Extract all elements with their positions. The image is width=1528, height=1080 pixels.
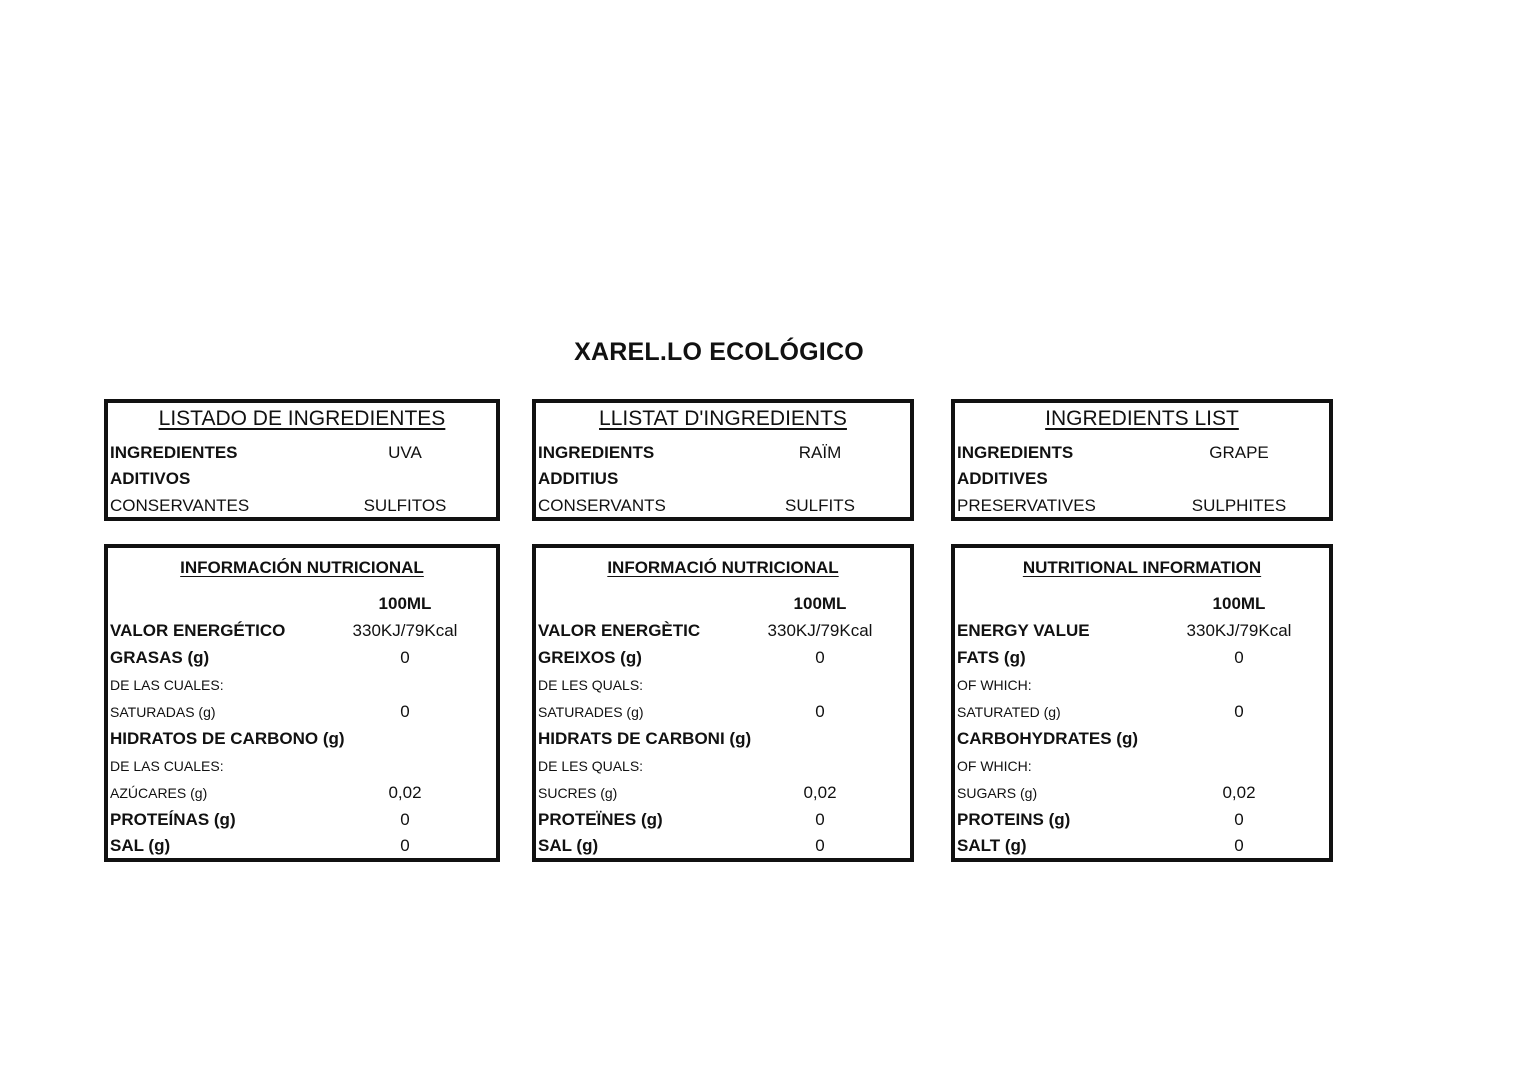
nutrition-heading: INFORMACIÓ NUTRICIONAL bbox=[607, 558, 839, 577]
nutrient-row bbox=[538, 726, 908, 752]
ingredients-heading: INGREDIENTS LIST bbox=[1045, 407, 1239, 430]
row-value: 0 bbox=[815, 702, 825, 721]
row-label: PROTEÏNES (g) bbox=[538, 810, 663, 829]
row-label: HIDRATOS DE CARBONO (g) bbox=[110, 729, 345, 748]
row-label: VALOR ENERGÈTIC bbox=[538, 621, 701, 640]
nutrient-row bbox=[538, 645, 908, 671]
row-label: HIDRATS DE CARBONI (g) bbox=[538, 729, 752, 748]
row-value: 0 bbox=[815, 836, 825, 855]
row-label: SATURADES (g) bbox=[538, 704, 644, 720]
row-label: ADITIVOS bbox=[110, 469, 191, 488]
row-label: INGREDIENTES bbox=[110, 443, 238, 462]
nutrient-row bbox=[538, 672, 908, 698]
preservatives-row bbox=[538, 493, 908, 519]
per-unit: 100ML bbox=[1212, 594, 1266, 613]
nutrient-row bbox=[957, 833, 1327, 859]
row-value: 0 bbox=[400, 648, 410, 667]
row-label: FATS (g) bbox=[957, 648, 1026, 667]
nutrient-row bbox=[957, 618, 1327, 644]
nutrition-panel-ca bbox=[532, 544, 914, 862]
per-row bbox=[110, 591, 494, 617]
nutrient-row bbox=[957, 807, 1327, 833]
row-value: 0 bbox=[400, 702, 410, 721]
row-label: SATURADAS (g) bbox=[110, 704, 216, 720]
row-label: PROTEÍNAS (g) bbox=[110, 810, 236, 829]
row-value: 330KJ/79Kcal bbox=[1186, 621, 1292, 640]
nutrient-row bbox=[957, 753, 1327, 779]
nutrient-row bbox=[110, 833, 494, 859]
row-value: SULFITS bbox=[785, 496, 855, 515]
row-label: SATURATED (g) bbox=[957, 704, 1061, 720]
row-value: RAÏM bbox=[798, 443, 842, 462]
nutrient-row bbox=[110, 618, 494, 644]
preservatives-row bbox=[957, 493, 1327, 519]
row-label: GRASAS (g) bbox=[110, 648, 210, 667]
row-value: 330KJ/79Kcal bbox=[767, 621, 873, 640]
row-label: AZÚCARES (g) bbox=[110, 785, 208, 801]
per-unit: 100ML bbox=[793, 594, 847, 613]
nutrient-row bbox=[957, 726, 1327, 752]
additives-row bbox=[110, 466, 494, 492]
nutrient-row bbox=[110, 672, 494, 698]
ingredients-heading: LISTADO DE INGREDIENTES bbox=[158, 407, 446, 430]
row-value: SULFITOS bbox=[363, 496, 447, 515]
row-label: ENERGY VALUE bbox=[957, 621, 1090, 640]
nutrient-row bbox=[538, 753, 908, 779]
nutrient-row bbox=[110, 645, 494, 671]
row-label: VALOR ENERGÉTICO bbox=[110, 621, 286, 640]
nutrient-row bbox=[110, 726, 494, 752]
row-label: ADDITIVES bbox=[957, 469, 1048, 488]
row-label: DE LES QUALS: bbox=[538, 758, 644, 774]
row-label: CARBOHYDRATES (g) bbox=[957, 729, 1139, 748]
nutrition-heading: INFORMACIÓN NUTRICIONAL bbox=[180, 558, 424, 577]
ingredients-row bbox=[957, 440, 1327, 466]
row-value: 0,02 bbox=[803, 783, 837, 802]
row-value: UVA bbox=[388, 443, 422, 462]
per-row bbox=[957, 591, 1327, 617]
nutrition-panel-en bbox=[951, 544, 1333, 862]
row-value: 0 bbox=[1234, 810, 1244, 829]
row-value: SULPHITES bbox=[1191, 496, 1287, 515]
per-unit: 100ML bbox=[378, 594, 432, 613]
row-value: 0 bbox=[400, 836, 410, 855]
row-value: GRAPE bbox=[1209, 443, 1269, 462]
row-label: PROTEINS (g) bbox=[957, 810, 1071, 829]
row-value: 0,02 bbox=[388, 783, 422, 802]
row-label: CONSERVANTS bbox=[538, 496, 666, 515]
row-value: 330KJ/79Kcal bbox=[352, 621, 458, 640]
row-label: SAL (g) bbox=[110, 836, 171, 855]
row-label: DE LES QUALS: bbox=[538, 677, 644, 693]
row-value: 0 bbox=[815, 810, 825, 829]
row-label: INGREDIENTS bbox=[957, 443, 1074, 462]
preservatives-row bbox=[110, 493, 494, 519]
document-title: XAREL.LO ECOLÓGICO bbox=[574, 338, 864, 366]
row-label: GREIXOS (g) bbox=[538, 648, 642, 667]
nutrient-row bbox=[110, 699, 494, 725]
nutrition-heading: NUTRITIONAL INFORMATION bbox=[1022, 558, 1262, 577]
nutrient-row bbox=[538, 780, 908, 806]
ingredients-row bbox=[538, 440, 908, 466]
nutrition-panel-es bbox=[104, 544, 500, 862]
nutrient-row bbox=[110, 780, 494, 806]
nutrient-row bbox=[957, 645, 1327, 671]
row-value: 0 bbox=[1234, 702, 1244, 721]
nutrient-row bbox=[957, 699, 1327, 725]
ingredients-heading: LLISTAT D'INGREDIENTS bbox=[599, 407, 847, 430]
nutrient-row bbox=[110, 807, 494, 833]
row-label: SUGARS (g) bbox=[957, 785, 1038, 801]
ingredients-panel-en bbox=[951, 399, 1333, 521]
nutrient-row bbox=[538, 618, 908, 644]
row-label: OF WHICH: bbox=[957, 677, 1032, 693]
row-label: CONSERVANTES bbox=[110, 496, 250, 515]
row-value: 0 bbox=[1234, 836, 1244, 855]
row-label: SAL (g) bbox=[538, 836, 599, 855]
row-label: ADDITIUS bbox=[538, 469, 619, 488]
nutrient-row bbox=[957, 780, 1327, 806]
row-value: 0 bbox=[1234, 648, 1244, 667]
ingredients-panel-ca bbox=[532, 399, 914, 521]
row-label: OF WHICH: bbox=[957, 758, 1032, 774]
row-label: DE LAS CUALES: bbox=[110, 677, 224, 693]
additives-row bbox=[957, 466, 1327, 492]
nutrient-row bbox=[538, 699, 908, 725]
nutrient-row bbox=[110, 753, 494, 779]
ingredients-row bbox=[110, 440, 494, 466]
row-label: SALT (g) bbox=[957, 836, 1027, 855]
nutrient-row bbox=[538, 833, 908, 859]
row-value: 0 bbox=[815, 648, 825, 667]
row-value: 0 bbox=[400, 810, 410, 829]
row-value: 0,02 bbox=[1222, 783, 1256, 802]
additives-row bbox=[538, 466, 908, 492]
row-label: INGREDIENTS bbox=[538, 443, 655, 462]
row-label: DE LAS CUALES: bbox=[110, 758, 224, 774]
nutrient-row bbox=[957, 672, 1327, 698]
per-row bbox=[538, 591, 908, 617]
row-label: PRESERVATIVES bbox=[957, 496, 1096, 515]
row-label: SUCRES (g) bbox=[538, 785, 618, 801]
nutrient-row bbox=[538, 807, 908, 833]
ingredients-panel-es bbox=[104, 399, 500, 521]
